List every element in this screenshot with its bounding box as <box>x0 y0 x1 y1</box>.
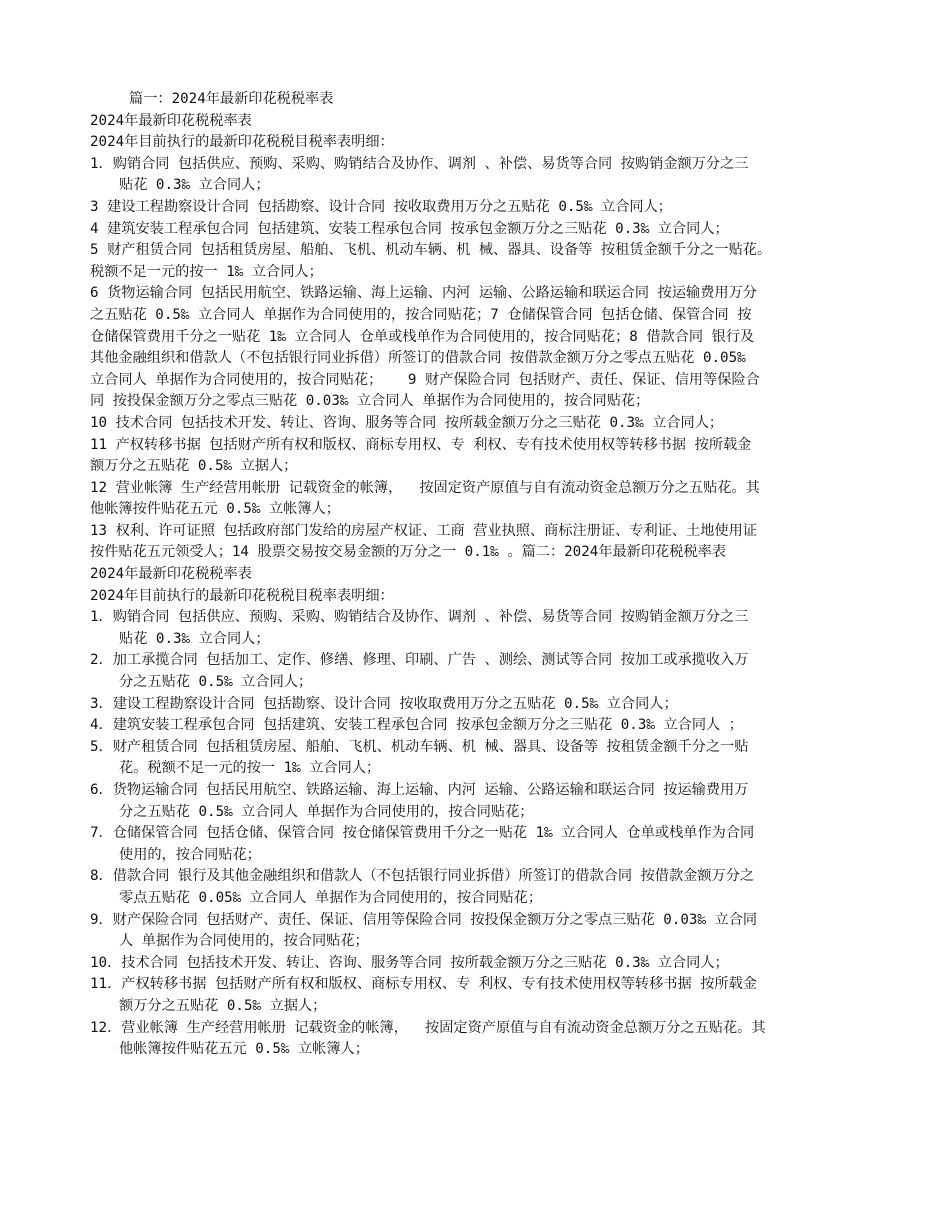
list-item-continuation: 人 单据作为合同使用的，按合同贴花； <box>119 933 369 950</box>
list-item <box>90 866 862 888</box>
list-item <box>90 780 862 802</box>
item-number: 1． <box>90 609 113 626</box>
paragraph-line: 立合同人 单据作为合同使用的，按合同贴花； 9 财产保险合同 包括财产、责任、保证、信用等保险合 <box>90 371 760 388</box>
paragraph-line: 额万分之五贴花 0.5‰ 立据人； <box>90 458 298 475</box>
list-item <box>90 1018 862 1040</box>
paragraph-line: 1．购销合同 包括供应、预购、采购、购销结合及协作、调剂 、补偿、易货等合同 按购销金额万分之三 <box>90 155 749 172</box>
item-number: 10． <box>90 954 122 971</box>
paragraph-line: 税额不足一元的按一 1‰ 立合同人； <box>90 263 323 280</box>
list-item <box>90 650 862 672</box>
intro-line: 2024年目前执行的最新印花税税目税率表明细： <box>90 587 394 604</box>
item-number: 9． <box>90 911 113 928</box>
item-text: 建设工程勘察设计合同 包括勘察、设计合同 按收取费用万分之五贴花 0.5‰ 立合同人； <box>112 695 678 712</box>
paragraph-line: 按件贴花五元领受人；14 股票交易按交易金额的万分之一 0.1‰ 。篇二：2024年最新印花税税率表 <box>90 544 726 561</box>
list-item <box>90 953 862 975</box>
item-text: 仓储保管合同 包括仓储、保管合同 按仓储保管费用千分之一贴花 1‰ 立合同人 仓单或栈单作为合同 <box>112 825 755 842</box>
item-text: 财产保险合同 包括财产、责任、保证、信用等保险合同 按投保金额万分之零点三贴花 0.03‰ 立合同 <box>112 911 758 928</box>
paragraph-line: 10 技术合同 包括技术开发、转让、咨询、服务等合同 按所载金额万分之三贴花 0.3‰ 立合同人； <box>90 414 724 431</box>
intro-line: 2024年目前执行的最新印花税税目税率表明细： <box>90 134 394 151</box>
list-item <box>90 823 862 845</box>
list-item <box>90 694 862 716</box>
paragraph-line: 13 权利、许可证照 包括政府部门发给的房屋产权证、工商 营业执照、商标注册证、专利证、土地使用证 <box>90 522 757 539</box>
item-number: 7． <box>90 825 113 842</box>
item-text: 货物运输合同 包括民用航空、铁路运输、海上运输、内河 运输、公路运输和联运合同 按运输费用万 <box>112 782 749 798</box>
paragraph-line: 6 货物运输合同 包括民用航空、铁路运输、海上运输、内河 运输、公路运输和联运合同 按运输费用万分 <box>90 285 757 302</box>
item-number: 6． <box>90 782 113 798</box>
list-item <box>90 974 862 996</box>
item-text: 产权转移书据 包括财产所有权和版权、商标专用权、专 利权、专有技术使用权等转移书据 按所载金 <box>121 976 757 993</box>
list-item-continuation: 他帐簿按件贴花五元 0.5‰ 立帐簿人； <box>119 1041 369 1058</box>
list-item-continuation: 分之五贴花 0.5‰ 立合同人 单据作为合同使用的，按合同贴花； <box>119 803 534 820</box>
list-item-continuation: 额万分之五贴花 0.5‰ 立据人； <box>119 997 327 1014</box>
list-item <box>90 715 862 737</box>
item-text: 技术合同 包括技术开发、转让、咨询、服务等合同 按所载金额万分之三贴花 0.3‰ 立合同人； <box>121 954 729 971</box>
list-item-continuation: 使用的，按合同贴花； <box>119 846 261 863</box>
document-page <box>90 89 862 1061</box>
rate-list <box>90 607 862 1060</box>
document-heading: 2024年最新印花税税率表 <box>90 112 252 129</box>
paragraph-line: 其他金融组织和借款人（不包括银行同业拆借）所签订的借款合同 按借款金额万分之零点五贴花 0.05‰ <box>90 350 746 367</box>
paragraph-line: 仓储保管费用千分之一贴花 1‰ 立合同人 仓单或栈单作为合同使用的，按合同贴花；8 借款合同 银行及 <box>90 328 755 345</box>
item-number: 3． <box>90 695 113 712</box>
list-item-continuation: 贴花 0.3‰ 立合同人； <box>119 630 270 647</box>
item-number: 5． <box>90 738 113 755</box>
item-text: 购销合同 包括供应、预购、采购、购销结合及协作、调剂 、补偿、易货等合同 按购销金额万分之三 <box>112 609 749 626</box>
list-item <box>90 737 862 759</box>
item-number: 11． <box>90 976 122 993</box>
list-item <box>90 607 862 629</box>
list-item <box>90 910 862 932</box>
item-number: 4． <box>90 717 113 734</box>
paragraph-line: 他帐簿按件贴花五元 0.5‰ 立帐簿人； <box>90 501 340 518</box>
item-number: 12． <box>90 1019 122 1036</box>
paragraph-line: 3 建设工程勘察设计合同 包括勘察、设计合同 按收取费用万分之五贴花 0.5‰ 立合同人； <box>90 198 672 215</box>
section-title: 篇一：2024年最新印花税税率表 <box>129 91 334 107</box>
paragraph-line: 之五贴花 0.5‰ 立合同人 单据作为合同使用的，按合同贴花；7 仓储保管合同 包括仓储、保管合同 按 <box>90 306 752 323</box>
list-item-continuation: 花。税额不足一元的按一 1‰ 立合同人； <box>119 760 381 777</box>
paragraph-line: 贴花 0.3‰ 立合同人； <box>119 177 270 194</box>
paragraph-line: 5 财产租赁合同 包括租赁房屋、船舶、飞机、机动车辆、机 械、器具、设备等 按租赁金额千分之一贴花。 <box>90 242 772 259</box>
paragraph-line: 11 产权转移书据 包括财产所有权和版权、商标专用权、专 利权、专有技术使用权等转移书据 按所载金 <box>90 436 752 453</box>
paragraph-line: 同 按投保金额万分之零点三贴花 0.03‰ 立合同人 单据作为合同使用的，按合同贴花； <box>90 393 650 410</box>
list-item-continuation: 零点五贴花 0.05‰ 立合同人 单据作为合同使用的，按合同贴花； <box>119 889 543 906</box>
list-item-continuation: 分之五贴花 0.5‰ 立合同人； <box>119 674 313 691</box>
item-text: 营业帐簿 生产经营用帐册 记载资金的帐簿， 按固定资产原值与自有流动资金总额万分之五贴花。其 <box>121 1019 766 1036</box>
paragraph-line: 12 营业帐簿 生产经营用帐册 记载资金的帐簿， 按固定资产原值与自有流动资金总额万分之五贴花。其 <box>90 479 760 496</box>
section-heading: 2024年最新印花税税率表 <box>90 566 252 583</box>
item-number: 8． <box>90 868 113 885</box>
paragraph-line: 4 建筑安装工程承包合同 包括建筑、安装工程承包合同 按承包金额万分之三贴花 0.3‰ 立合同人； <box>90 220 729 237</box>
item-text: 加工承揽合同 包括加工、定作、修缮、修理、印刷、广告 、测绘、测试等合同 按加工或承揽收入万 <box>112 652 749 669</box>
item-text: 建筑安装工程承包合同 包括建筑、安装工程承包合同 按承包金额万分之三贴花 0.3‰ 立合同人 ； <box>112 717 743 734</box>
item-text: 借款合同 银行及其他金融组织和借款人（不包括银行同业拆借）所签订的借款合同 按借款金额万分之 <box>112 868 755 885</box>
item-text: 财产租赁合同 包括租赁房屋、船舶、飞机、机动车辆、机 械、器具、设备等 按租赁金额千分之一贴 <box>112 738 749 755</box>
item-number: 2． <box>90 652 113 669</box>
